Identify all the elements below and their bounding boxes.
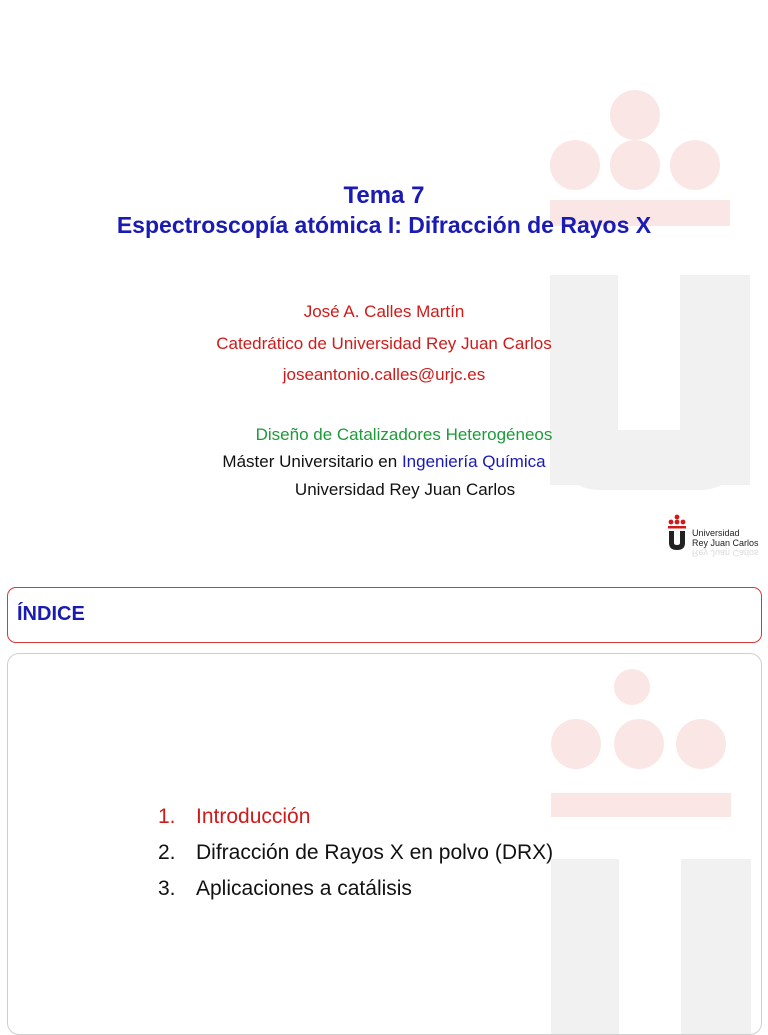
logo-text-reflection	[692, 548, 759, 558]
toc-item-introduccion[interactable]	[158, 799, 553, 835]
logo-text-line1: Universidad	[692, 528, 740, 538]
author-email: joseantonio.calles@urjc.es	[282, 365, 486, 384]
master-field: Ingeniería Química	[401, 452, 546, 471]
toc-item-aplicaciones[interactable]	[158, 871, 553, 907]
title-line-1: Tema 7	[343, 182, 425, 209]
title-line-2: Espectroscopía atómica I: Difracción de Rayos X	[116, 212, 652, 238]
logo-text-line2: Rey Juan Carlos	[692, 538, 759, 548]
toc-content-box	[7, 653, 762, 1035]
university-logo-icon	[665, 514, 689, 554]
course-name: Diseño de Catalizadores Heterogéneos	[255, 425, 553, 444]
toc-item-difraccion[interactable]	[158, 835, 553, 871]
logo-text	[692, 528, 759, 548]
toc-item-number: 1.	[158, 805, 176, 828]
author-name: José A. Calles Martín	[303, 302, 465, 321]
toc-item-label: Introducción	[196, 805, 311, 828]
university-watermark-icon-2	[541, 669, 751, 1035]
toc-item-number: 2.	[158, 841, 176, 864]
slide-title	[0, 180, 768, 240]
master-prefix: Máster Universitario en	[222, 452, 398, 471]
university-name: Universidad Rey Juan Carlos	[294, 480, 516, 499]
author-position: Catedrático de Universidad Rey Juan Carlos	[216, 334, 552, 353]
master-line	[0, 452, 768, 472]
toc-item-label: Difracción de Rayos X en polvo (DRX)	[196, 841, 554, 864]
university-logo	[665, 514, 765, 570]
toc-item-label: Aplicaciones a catálisis	[196, 877, 412, 900]
toc-list	[158, 799, 553, 907]
toc-item-number: 3.	[158, 877, 176, 900]
indice-header	[7, 587, 762, 643]
indice-title: ÍNDICE	[17, 603, 85, 625]
logo-reflection-line: Rey Juan Carlos	[692, 548, 759, 558]
